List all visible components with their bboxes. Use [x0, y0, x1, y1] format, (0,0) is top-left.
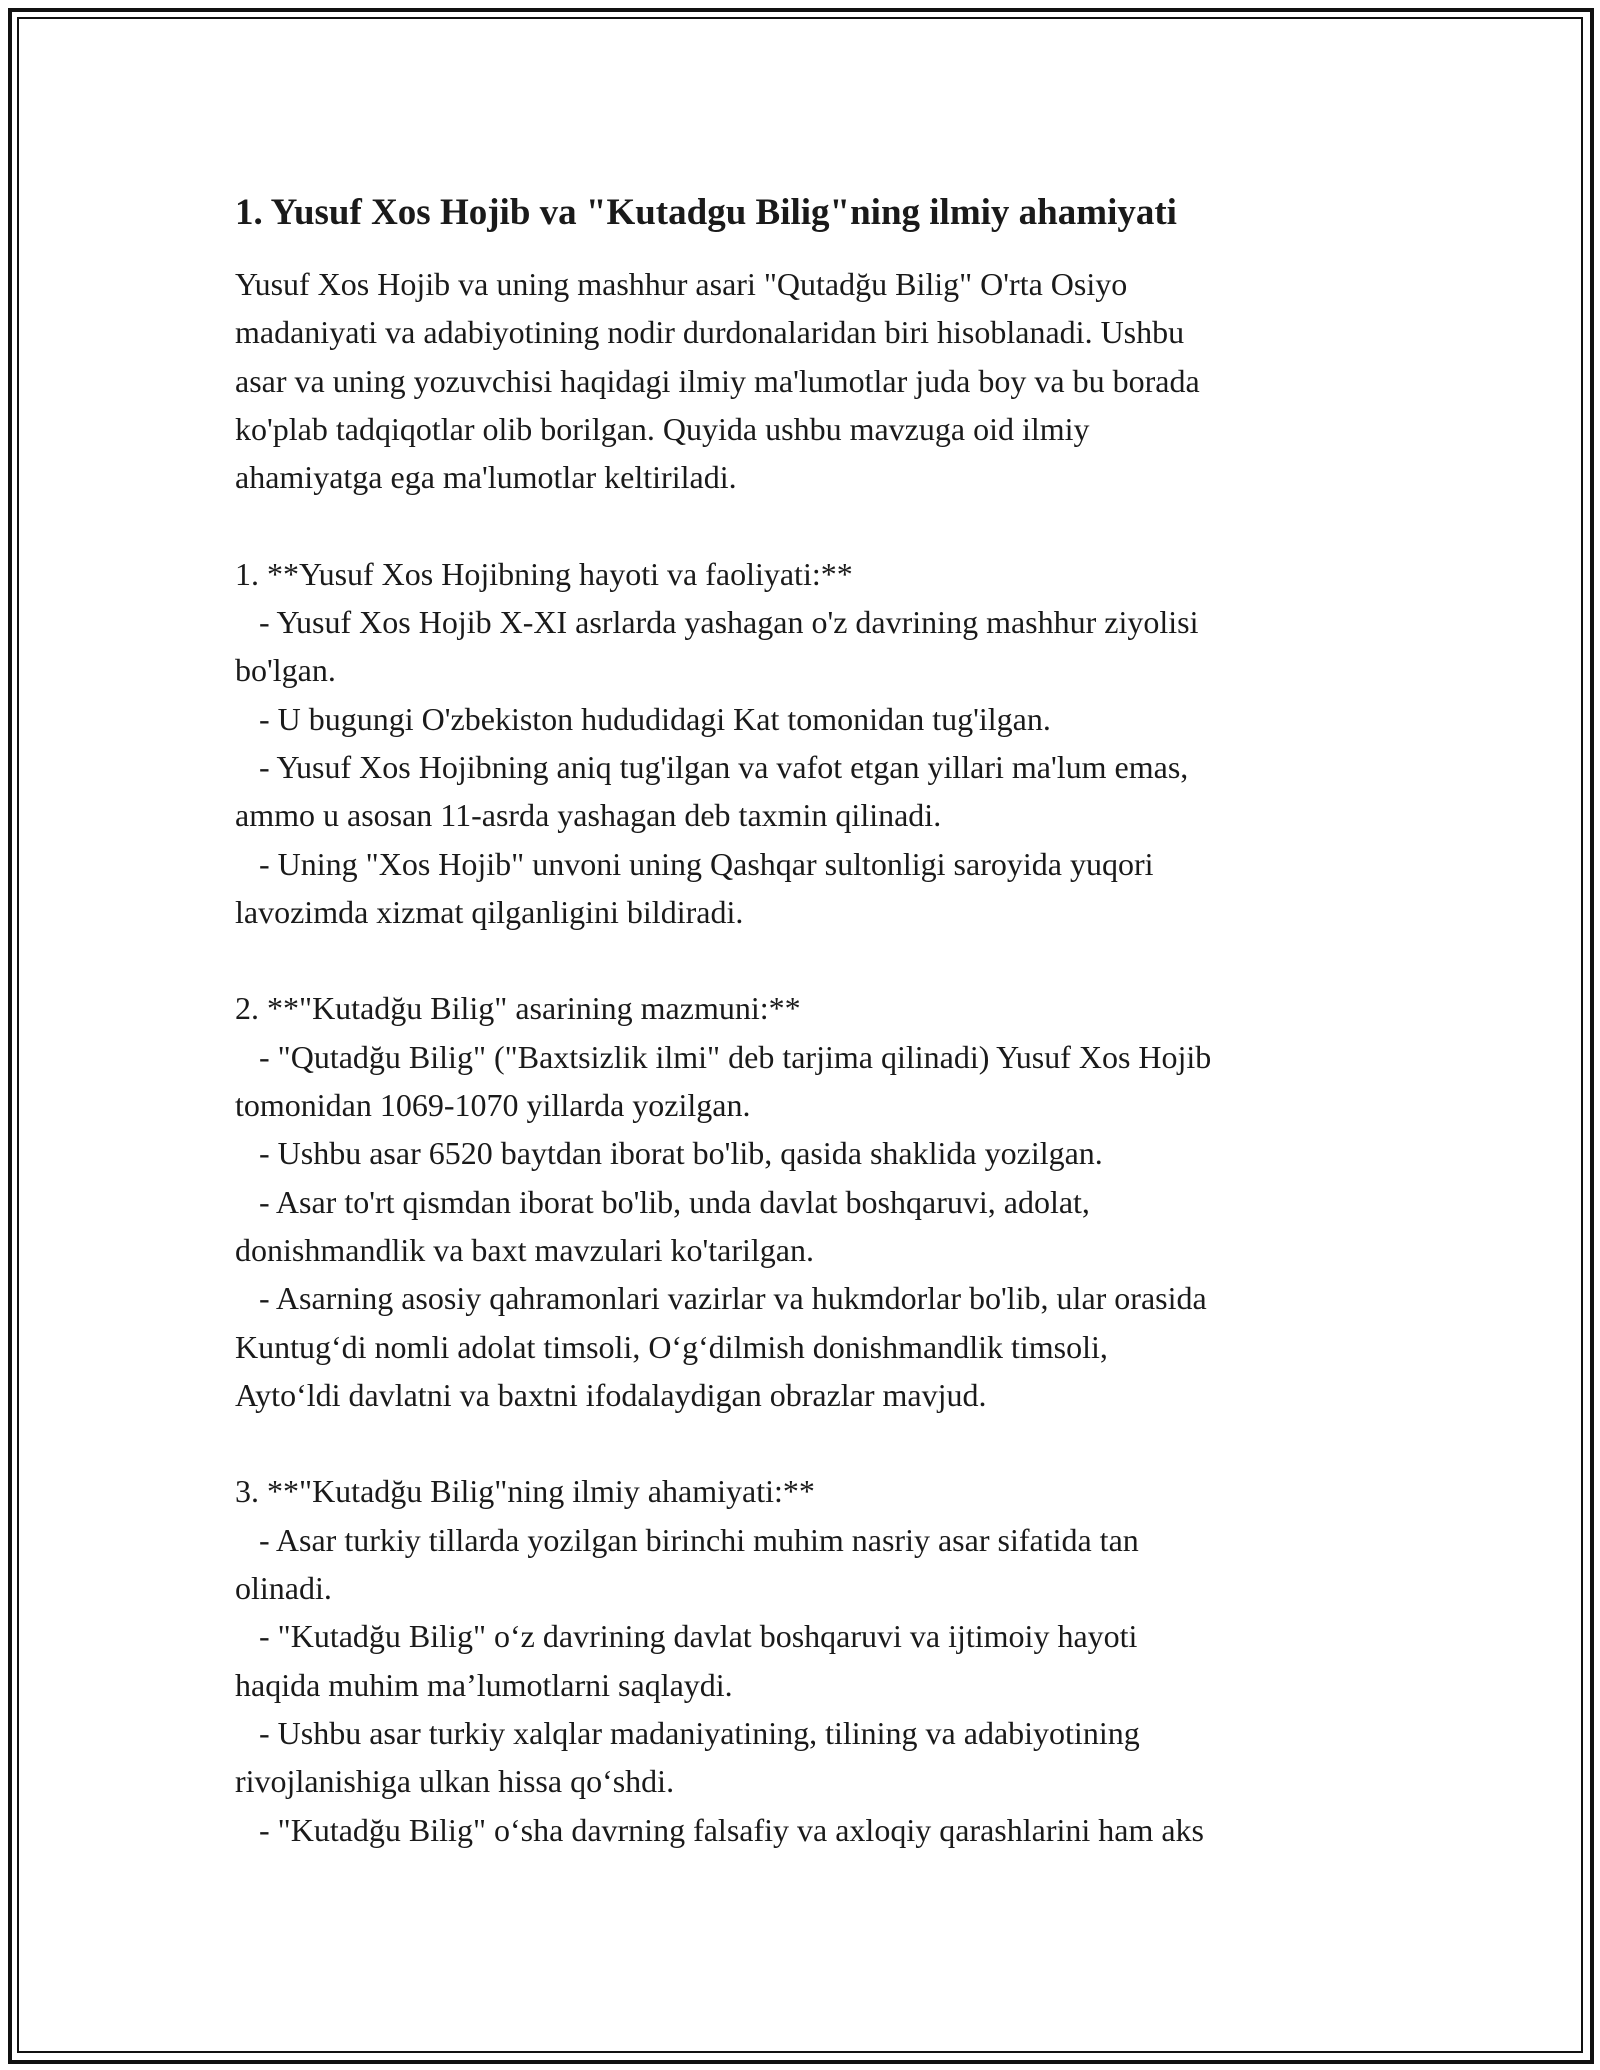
paragraph: [235, 550, 1375, 936]
text-line: - Yusuf Xos Hojibning aniq tug'ilgan va vafot etgan yillari ma'lum emas,: [235, 748, 1189, 785]
text-line: - Uning "Xos Hojib" unvoni uning Qashqar sultonligi saroyida yuqori: [235, 845, 1154, 882]
text-line: rivojlanishiga ulkan hissa qo‘shdi.: [235, 1763, 675, 1800]
text-line: - U bugungi O'zbekiston hududidagi Kat tomonidan tug'ilgan.: [235, 700, 1051, 737]
text-line: - Asar to'rt qismdan iborat bo'lib, unda davlat boshqaruvi, adolat,: [235, 1183, 1090, 1220]
text-line: - Asarning asosiy qahramonlari vazirlar va hukmdorlar bo'lib, ular orasida: [235, 1280, 1207, 1317]
text-line: asar va uning yozuvchisi haqidagi ilmiy ma'lumotlar juda boy va bu borada: [235, 362, 1200, 399]
text-line: - "Kutadğu Bilig" o‘z davrining davlat boshqaruvi va ijtimoiy hayoti: [235, 1618, 1138, 1655]
paragraph-list: [235, 260, 1375, 1854]
document-body: [235, 188, 1375, 1854]
text-line: - Yusuf Xos Hojib X-XI asrlarda yashagan o'z davrining mashhur ziyolisi: [235, 604, 1199, 641]
paragraph: [235, 984, 1375, 1419]
text-line: 2. **"Kutadğu Bilig" asarining mazmuni:**: [235, 990, 801, 1027]
text-line: - Asar turkiy tillarda yozilgan birinchi muhim nasriy asar sifatida tan: [235, 1521, 1139, 1558]
text-line: madaniyati va adabiyotining nodir durdonalaridan biri hisoblanadi. Ushbu: [235, 314, 1185, 351]
text-line: haqida muhim ma’lumotlarni saqlaydi.: [235, 1666, 733, 1703]
text-line: Ayto‘ldi davlatni va baxtni ifodalaydigan obrazlar mavjud.: [235, 1376, 987, 1413]
text-line: ammo u asosan 11-asrda yashagan deb taxmin qilinadi.: [235, 797, 942, 834]
text-line: bo'lgan.: [235, 652, 336, 689]
text-line: ahamiyatga ega ma'lumotlar keltiriladi.: [235, 459, 737, 496]
text-line: donishmandlik va baxt mavzulari ko'tarilgan.: [235, 1231, 814, 1268]
text-line: 1. **Yusuf Xos Hojibning hayoti va faoliyati:**: [235, 555, 853, 592]
text-line: - "Qutadğu Bilig" ("Baxtsizlik ilmi" deb tarjima qilinadi) Yusuf Xos Hojib: [235, 1038, 1212, 1075]
text-line: ko'plab tadqiqotlar olib borilgan. Quyida ushbu mavzuga oid ilmiy: [235, 410, 1090, 447]
text-line: Yusuf Xos Hojib va uning mashhur asari "Qutadğu Bilig" O'rta Osiyo: [235, 266, 1128, 302]
paragraph: [235, 1467, 1375, 1853]
paragraph: [235, 260, 1375, 501]
text-line: 3. **"Kutadğu Bilig"ning ilmiy ahamiyati:**: [235, 1473, 815, 1510]
text-line: - "Kutadğu Bilig" o‘sha davrning falsafiy va axloqiy qarashlarini ham aks: [235, 1811, 1204, 1848]
document-title: 1. Yusuf Xos Hojib va "Kutadgu Bilig"ning ilmiy ahamiyati: [235, 192, 1177, 233]
text-line: - Ushbu asar turkiy xalqlar madaniyatining, tilining va adabiyotining: [235, 1714, 1140, 1751]
text-line: - Ushbu asar 6520 baytdan iborat bo'lib, qasida shaklida yozilgan.: [235, 1135, 1103, 1172]
text-line: olinadi.: [235, 1570, 332, 1607]
text-line: Kuntug‘di nomli adolat timsoli, O‘g‘dilmish donishmandlik timsoli,: [235, 1328, 1108, 1365]
text-line: tomonidan 1069-1070 yillarda yozilgan.: [235, 1087, 751, 1124]
text-line: lavozimda xizmat qilganligini bildiradi.: [235, 893, 744, 930]
